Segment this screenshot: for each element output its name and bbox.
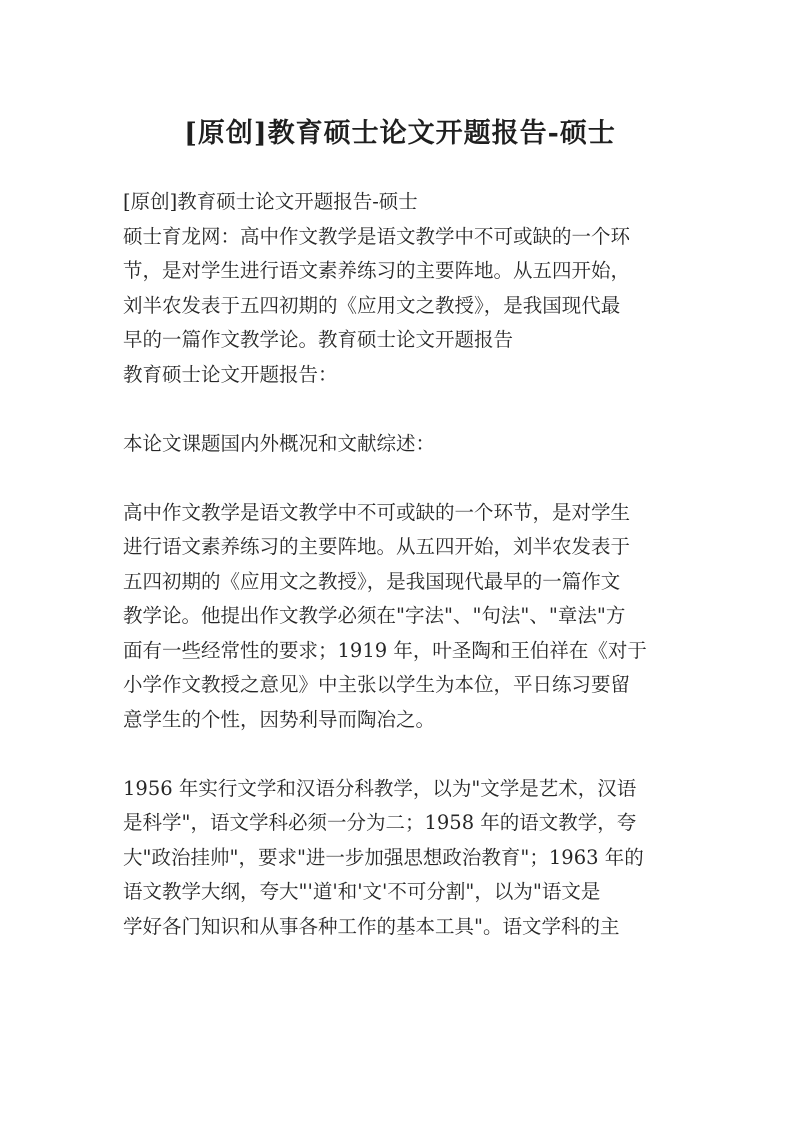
text-line: 小学作文教授之意见》中主张以学生为本位，平日练习要留: [123, 673, 631, 696]
text-line: 硕士育龙网：高中作文教学是语文教学中不可或缺的一个环: [123, 224, 631, 248]
paragraph-gap: [123, 461, 683, 496]
paragraph-gap: [123, 392, 683, 427]
paragraph-intro: [123, 185, 683, 392]
text-line: 面有一些经常性的要求；1919 年，叶圣陶和王伯祥在《对于: [123, 638, 647, 662]
text-line: 节，是对学生进行语文素养练习的主要阵地。从五四开始，: [123, 259, 631, 282]
text-line: 高中作文教学是语文教学中不可或缺的一个环节，是对学生: [123, 500, 631, 524]
paragraph-history-2: [123, 772, 683, 945]
text-line: 大"政治挂帅"，要求"进一步加强思想政治教育"；1963 年的: [123, 845, 644, 869]
text-line: 教育硕士论文开题报告：: [123, 362, 338, 386]
text-line: 教学论。他提出作文教学必须在"字法"、"句法"、"章法"方: [123, 604, 626, 627]
text-line: 学好各门知识和从事各种工作的基本工具"。语文学科的主: [123, 914, 620, 938]
document-title: [原创]教育硕士论文开题报告-硕士: [184, 118, 616, 150]
paragraph-gap: [123, 737, 683, 772]
text-line: 五四初期的《应用文之教授》，是我国现代最早的一篇作文: [123, 569, 621, 593]
text-line: 意学生的个性，因势利导而陶冶之。: [123, 707, 436, 731]
text-line: 本论文课题国内外概况和文献综述：: [123, 431, 436, 455]
document-body: [123, 185, 683, 944]
text-line: 1956 年实行文学和汉语分科教学，以为"文学是艺术，汉语: [123, 776, 637, 800]
text-line: 是科学"，语文学科必须一分为二；1958 年的语文教学，夸: [123, 811, 637, 834]
text-line: 刘半农发表于五四初期的《应用文之教授》，是我国现代最: [123, 293, 621, 317]
text-line: [原创]教育硕士论文开题报告-硕士: [123, 190, 418, 213]
text-line: 早的一篇作文教学论。教育硕士论文开题报告: [123, 328, 514, 351]
text-line: 进行语文素养练习的主要阵地。从五四开始，刘半农发表于: [123, 535, 631, 558]
paragraph-section-heading: [123, 427, 683, 462]
text-line: 语文教学大纲，夸大"'道'和'文'不可分割"，以为"语文是: [123, 880, 601, 903]
paragraph-history-1: [123, 496, 683, 738]
